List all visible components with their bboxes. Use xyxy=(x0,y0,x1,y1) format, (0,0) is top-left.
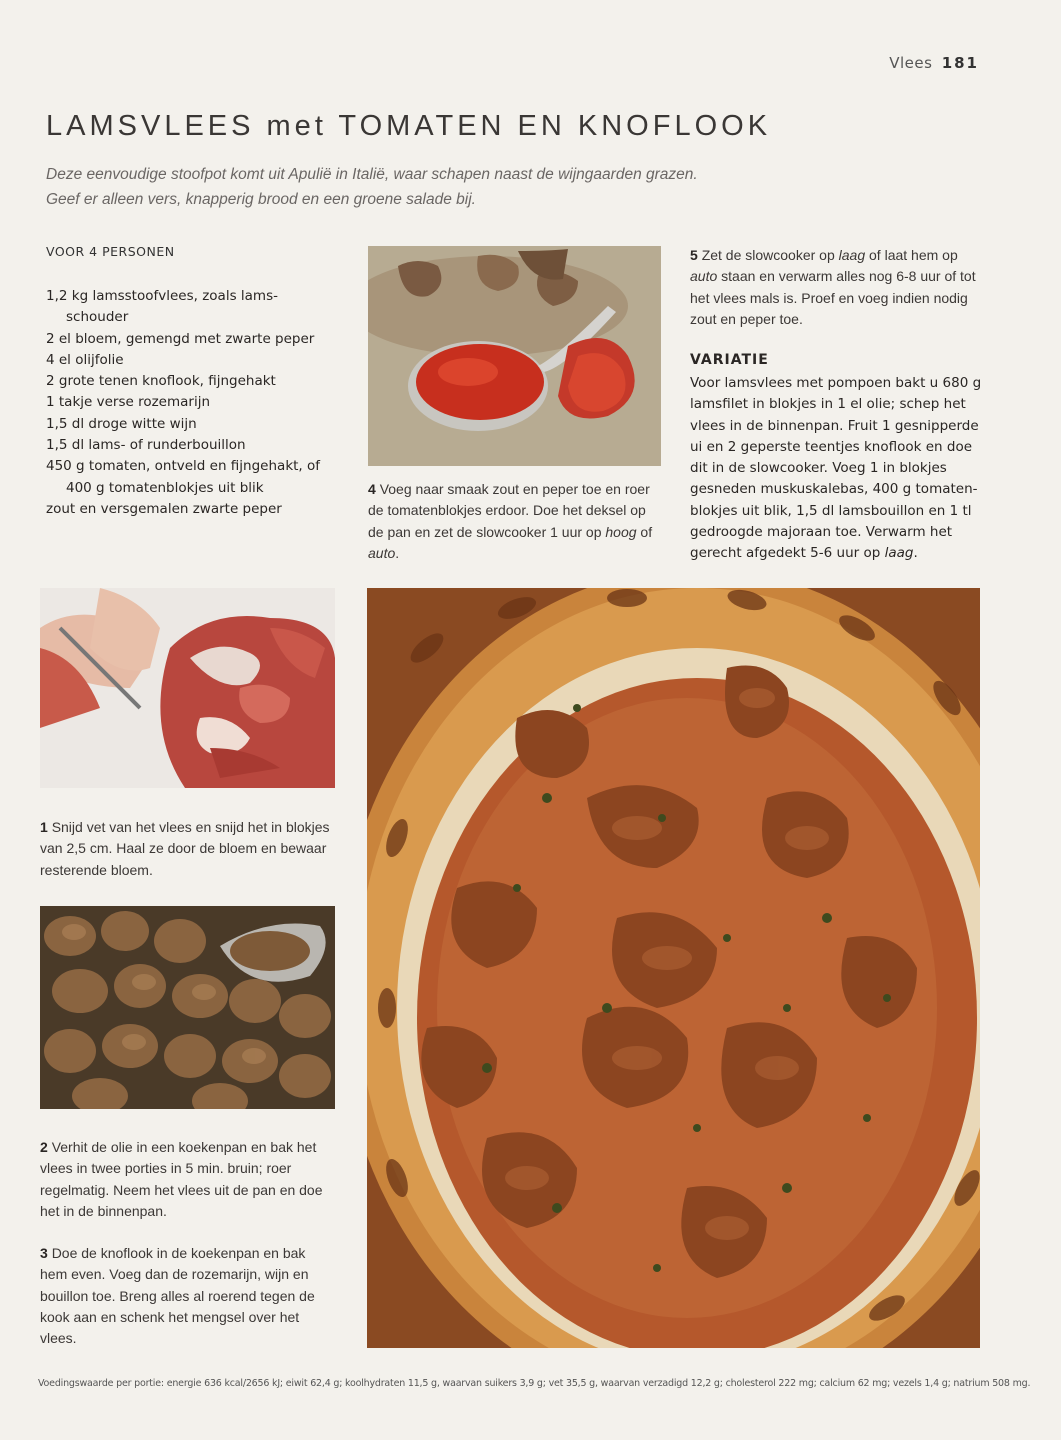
ingredient-item: 1,5 dl droge witte wijn xyxy=(46,415,197,432)
step-text: of xyxy=(636,523,653,540)
variation-body: laag xyxy=(884,545,914,562)
variation-title: VARIATIE xyxy=(690,352,769,368)
nutrition-info: Voedingswaarde per portie: energie 636 kcal/2656 kJ; eiwit 62,4 g; koolhydraten 11,5 g, waarvan suikers 3,9 g; vet 35,5 g, waarvan verzadigd 12,2 g; cholesterol 222 mg; calcium 62 mg; vezels 1,4 g; natrium 508 mg. xyxy=(38,1378,1031,1389)
photo-cutting-meat xyxy=(40,588,335,788)
ingredient-list xyxy=(46,286,346,520)
ingredient-item: 1 takje verse rozemarijn xyxy=(46,394,211,411)
variation-text xyxy=(690,373,982,565)
step-text: hoog xyxy=(605,523,637,540)
intro-line-2: Geef er alleen vers, knapperig brood en een groene salade bij. xyxy=(46,191,476,208)
ingredient-item: 2 el bloem, gemengd met zwarte peper xyxy=(46,330,315,347)
page-header xyxy=(889,54,979,72)
recipe-intro xyxy=(46,162,946,212)
photo-browning-meat xyxy=(40,906,335,1109)
ingredient-item: 1,5 dl lams- of runderbouillon xyxy=(46,437,246,454)
step-text: . xyxy=(395,544,400,561)
step-2 xyxy=(40,1137,335,1222)
step-text: Zet de slowcooker op xyxy=(701,247,839,263)
ingredient-item: 4 el olijfolie xyxy=(46,351,124,368)
step-5 xyxy=(690,245,976,330)
step-number: 1 xyxy=(40,819,48,835)
step-1 xyxy=(40,817,335,881)
step-number: 2 xyxy=(40,1139,48,1155)
step-text: laag xyxy=(838,247,866,263)
step-text: Snijd vet van het vlees en snijd het in blokjes van 2,5 cm. Haal ze door de bloem en bewaar resterende bloem. xyxy=(40,819,330,878)
step-text: Voeg naar smaak zout en peper toe en roer de tomatenblokjes erdoor. Doe het deksel op de pan en zet de slowcooker 1 uur op xyxy=(368,481,650,540)
intro-line-1: Deze eenvoudige stoofpot komt uit Apulië in Italië, waar schapen naast de wijngaarden grazen. xyxy=(46,166,698,183)
photo-finished-stew xyxy=(367,588,980,1348)
ingredient-item: 400 g tomatenblokjes uit blik xyxy=(66,479,264,496)
ingredient-item: schouder xyxy=(66,309,129,326)
step-3 xyxy=(40,1243,335,1349)
step-text: Verhit de olie in een koekenpan en bak het vlees in twee porties in 5 min. bruin; roer regelmatig. Neem het vlees uit de pan en doe het in de binnenpan. xyxy=(40,1139,323,1219)
section-name: Vlees xyxy=(889,54,933,72)
step-4 xyxy=(368,479,658,564)
ingredient-item: 450 g tomaten, ontveld en fijngehakt, of xyxy=(46,458,321,475)
step-text: staan en verwarm alles nog 6-8 uur of tot het vlees mals is. Proef en voeg indien nodig zout en peper toe. xyxy=(690,268,976,327)
variation-body: . xyxy=(913,545,918,562)
ingredient-item: 1,2 kg lamsstoofvlees, zoals lams- xyxy=(46,288,278,304)
step-text: auto xyxy=(690,268,718,285)
recipe-title: LAMSVLEES met TOMATEN EN KNOFLOOK xyxy=(46,110,772,142)
step-text: Doe de knoflook in de koekenpan en bak hem even. Voeg dan de rozemarijn, wijn en bouillon toe. Breng alles al roerend tegen de kook aan en schenk het mengsel over het vlees. xyxy=(40,1245,315,1347)
variation-body: Voor lamsvlees met pompoen bakt u 680 g lamsfilet in blokjes in 1 el olie; schep het vlees in de binnenpan. Fruit 1 gesnipperde ui en 2 geperste teentjes knoflook en doe dit in de slowcooker. Voeg 1 in blokjes gesneden muskuskalebas, 400 g tomaten-blokjes uit blik, 1,5 dl lamsbouillon en 1 tl gedroogde majoraan toe. Verwarm het gerecht afgedekt 5-6 uur op xyxy=(690,375,982,562)
step-number: 4 xyxy=(368,481,376,497)
photo-tomatoes-spoon xyxy=(368,246,661,466)
page-number: 181 xyxy=(941,54,979,72)
step-text: auto xyxy=(368,544,396,561)
ingredient-item: 2 grote tenen knoflook, fijngehakt xyxy=(46,373,276,390)
step-number: 3 xyxy=(40,1245,48,1261)
ingredient-item: zout en versgemalen zwarte peper xyxy=(46,500,282,517)
step-number: 5 xyxy=(690,247,698,263)
serves-label: VOOR 4 PERSONEN xyxy=(46,244,175,259)
step-text: of laat hem op xyxy=(865,247,958,263)
